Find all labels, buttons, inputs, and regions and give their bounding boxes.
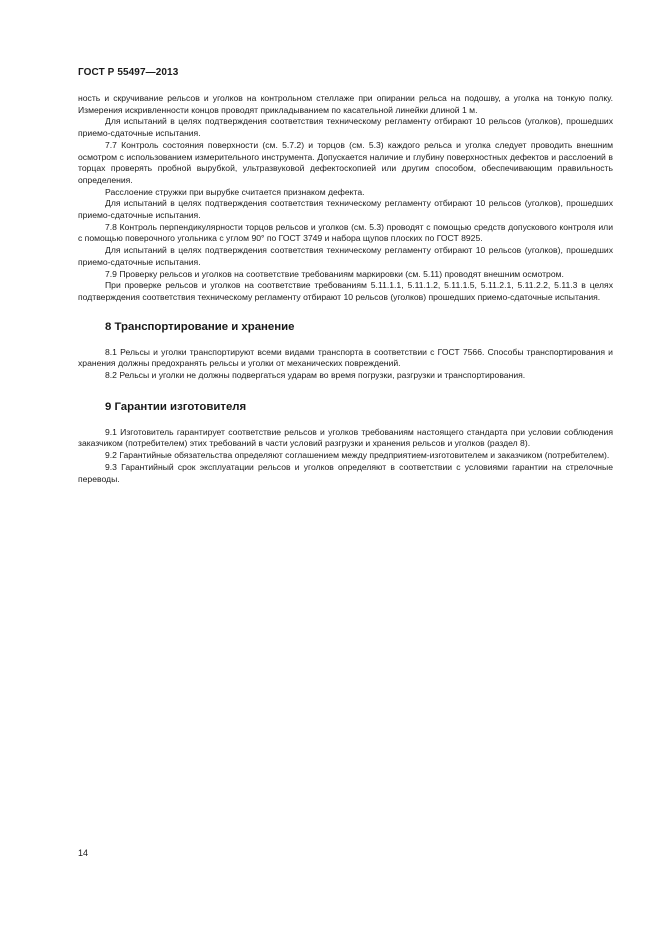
clause-7-9: 7.9 Проверку рельсов и уголков на соответствие требованиям маркировки (см. 5.11) проводят внешним осмотром. — [105, 268, 564, 279]
paragraph-continued: ность и скручивание рельсов и уголков на контрольном стеллаже при опирании рельса на подошву, а уголка на тонкую полку. Измерения искривленности концов проводят прикладыванием по касательной линейки длиной 1 м. — [78, 93, 613, 115]
page-number: 14 — [78, 848, 89, 858]
page-content — [78, 93, 613, 485]
section-8-heading: 8 Транспортирование и хранение — [105, 320, 295, 333]
paragraph: Расслоение стружки при вырубке считается признаком дефекта. — [105, 186, 365, 197]
clause-9-3: 9.3 Гарантийный срок эксплуатации рельсов и уголков определяют в соответствии с условиями гарантии на стрелочные переводы. — [78, 461, 613, 484]
clause-7-8: 7.8 Контроль перпендикулярности торцов рельсов и уголков (см. 5.3) проводят с помощью средств допускового контроля или с помощью поверочного угольника с углом 90° по ГОСТ 3749 и набора щупов плоских по ГОСТ 8925. — [78, 221, 613, 244]
document-header: ГОСТ Р 55497—2013 — [78, 67, 179, 78]
clause-9-1: 9.1 Изготовитель гарантирует соответствие рельсов и уголков требованиям настоящего стандарта при условии соблюдения заказчиком (потребителем) этих требований в части условий разгрузки и хранения рельсов и уголков (раздел 8). — [78, 426, 613, 449]
clause-8-1: 8.1 Рельсы и уголки транспортируют всеми видами транспорта в соответствии с ГОСТ 7566. Способы транспортирования и хранения должны предохранять рельсы и уголки от механических повреждений. — [78, 346, 613, 369]
clause-8-2: 8.2 Рельсы и уголки не должны подвергаться ударам во время погрузки, разгрузки и транспортирования. — [105, 370, 526, 381]
paragraph: Для испытаний в целях подтверждения соответствия техническому регламенту отбирают 10 рельсов (уголков), прошедших приемо-сдаточные испытания. — [78, 116, 613, 139]
paragraph: Для испытаний в целях подтверждения соответствия техническому регламенту отбирают 10 рельсов (уголков), прошедших приемо-сдаточные испытания. — [78, 245, 613, 267]
paragraph: Для испытаний в целях подтверждения соответствия техническому регламенту отбирают 10 рельсов (уголков), прошедших приемо-сдаточные испытания. — [78, 198, 613, 221]
clause-9-2: 9.2 Гарантийные обязательства определяют соглашением между предприятием-изготовителем и заказчиком (потребителем). — [105, 450, 610, 461]
section-9-heading: 9 Гарантии изготовителя — [105, 400, 247, 413]
clause-7-7: 7.7 Контроль состояния поверхности (см. 5.7.2) и торцов (см. 5.3) каждого рельса и уголка следует проводить внешним осмотром с использованием измерительного инструмента. Допускается наличие и глубину поверхностных дефектов и расслоений в торцах проверять пробной вырубкой, ультразвуковой дефектоскопией или другим способом, обеспечивающим правильность определения. — [78, 139, 613, 185]
paragraph: При проверке рельсов и уголков на соответствие требованиям 5.11.1.1, 5.11.1.2, 5.11.1.5, 5.11.2.1, 5.11.2.2, 5.11.3 в целях подтверждения соответствия техническому регламенту отбирают 10 рельсов (уголков) прошедших приемо-сдаточные испытания. — [78, 280, 613, 302]
